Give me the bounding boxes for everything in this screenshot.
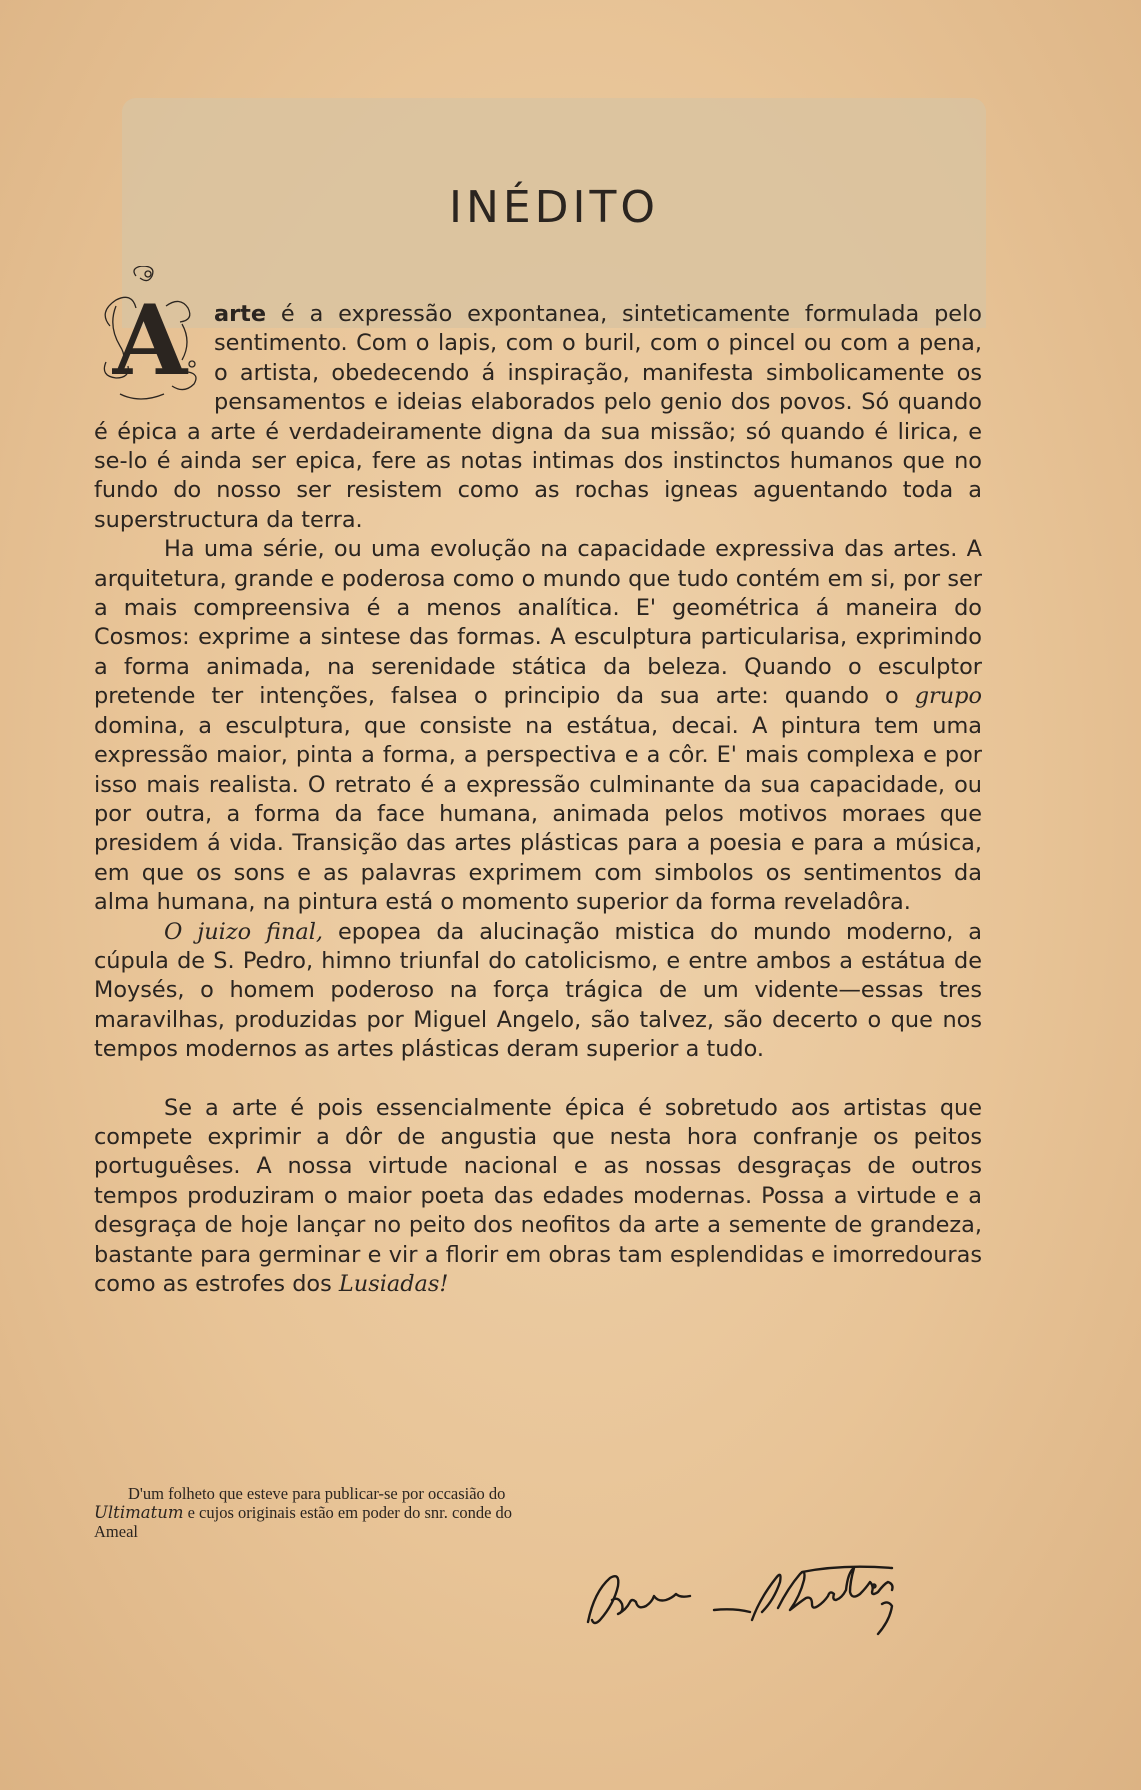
lead-word: arte: [214, 301, 267, 327]
handwritten-signature: [582, 1560, 982, 1640]
paragraph-3: [94, 918, 982, 1065]
footnote-emphasis: Ultimatum: [94, 1503, 184, 1522]
footnote-text-a: D'um folheto que esteve para publicar-se por occasião do: [128, 1484, 506, 1503]
paragraph-4: [94, 1094, 982, 1300]
paragraph-2-emphasis: grupo: [914, 683, 982, 710]
paragraph-4-emphasis: Lusiadas!: [338, 1271, 449, 1297]
paragraph-4-text: Se a arte é pois essencialmente épica é sobretudo aos artistas que compete exprimir a dôr de angustia que nesta hora confranje os peitos portuguêses. A nossa virtude nacional e as nossas desgraças de outros tempos produziram o maior poeta das edades modernas. Possa a virtude e a desgraça de hoje lançar no peito dos neofitos da arte a semente de grandeza, bastante para germinar e vir a florir em obras tam esplendidas e imorredouras como as estrofes dos: [94, 1094, 982, 1297]
footnote-text: [94, 1484, 534, 1541]
paragraph-1: [94, 300, 982, 535]
paragraph-1-text: é a expressão expontanea, sinteticamente formulada pelo sentimento. Com o lapis, com o buril, com o pincel ou com a pena, o artista, obedecendo á inspiração, manifesta simbolicamente os pensamentos e ideias elaborados pelo genio dos povos. Só quando é épica a arte é verdadeiramente digna da sua missão; só quando é lirica, e se-lo é ainda ser epica, fere as notas intimas dos instinctos humanos que no fundo do nosso ser resistem como as rochas igneas aguentando toda a superstructura da terra.: [94, 301, 982, 533]
footnote: [94, 1484, 534, 1541]
paragraph-2-text-a: Ha uma série, ou uma evolução na capacidade expressiva das artes. A arquitetura, grande e poderosa como o mundo que tudo contém em si, por ser a mais compreensiva é a menos analítica. E' geométrica á maneira do Cosmos: exprime a sintese das formas. A esculptura particularisa, exprimindo a forma animada, na serenidade stática da beleza. Quando o esculptor pretende ter intenções, falsea o principio da sua arte: quando o: [94, 536, 982, 710]
article-body: [94, 300, 982, 1299]
page-title: INÉDITO: [448, 182, 660, 233]
drop-cap-letter: A: [112, 284, 188, 397]
paragraph-3-emphasis: O juizo final,: [164, 918, 324, 945]
footnote-text-b: e cujos originais estão em poder do snr. conde do Ameal: [94, 1503, 513, 1541]
drop-cap-space: [94, 298, 214, 410]
paragraph-3-text: epopea da alucinação mistica do mundo moderno, a cúpula de S. Pedro, himno triunfal do catolicismo, e entre ambos a estátua de Moysés, o homem poderoso na força trágica de um vidente—essas tres maravilhas, produzidas por Miguel Angelo, são talvez, são decerto o que nos tempos modernos as artes plásticas deram superior a tudo.: [94, 918, 983, 1063]
paragraph-2-text-b: domina, a esculptura, que consiste na estátua, decai. A pintura tem uma expressão maior, pinta a forma, a perspectiva e a côr. E' mais complexa e por isso mais realista. O retrato é a expressão culminante da sua capacidade, ou por outra, a forma da face humana, animada pelos motivos moraes que presidem á vida. Transição das artes plásticas para a poesia e para a música, em que os sons e as palavras exprimem com simbolos os sentimentos da alma humana, na pintura está o momento superior da forma reveladôra.: [94, 712, 982, 916]
paragraph-2: [94, 535, 982, 917]
